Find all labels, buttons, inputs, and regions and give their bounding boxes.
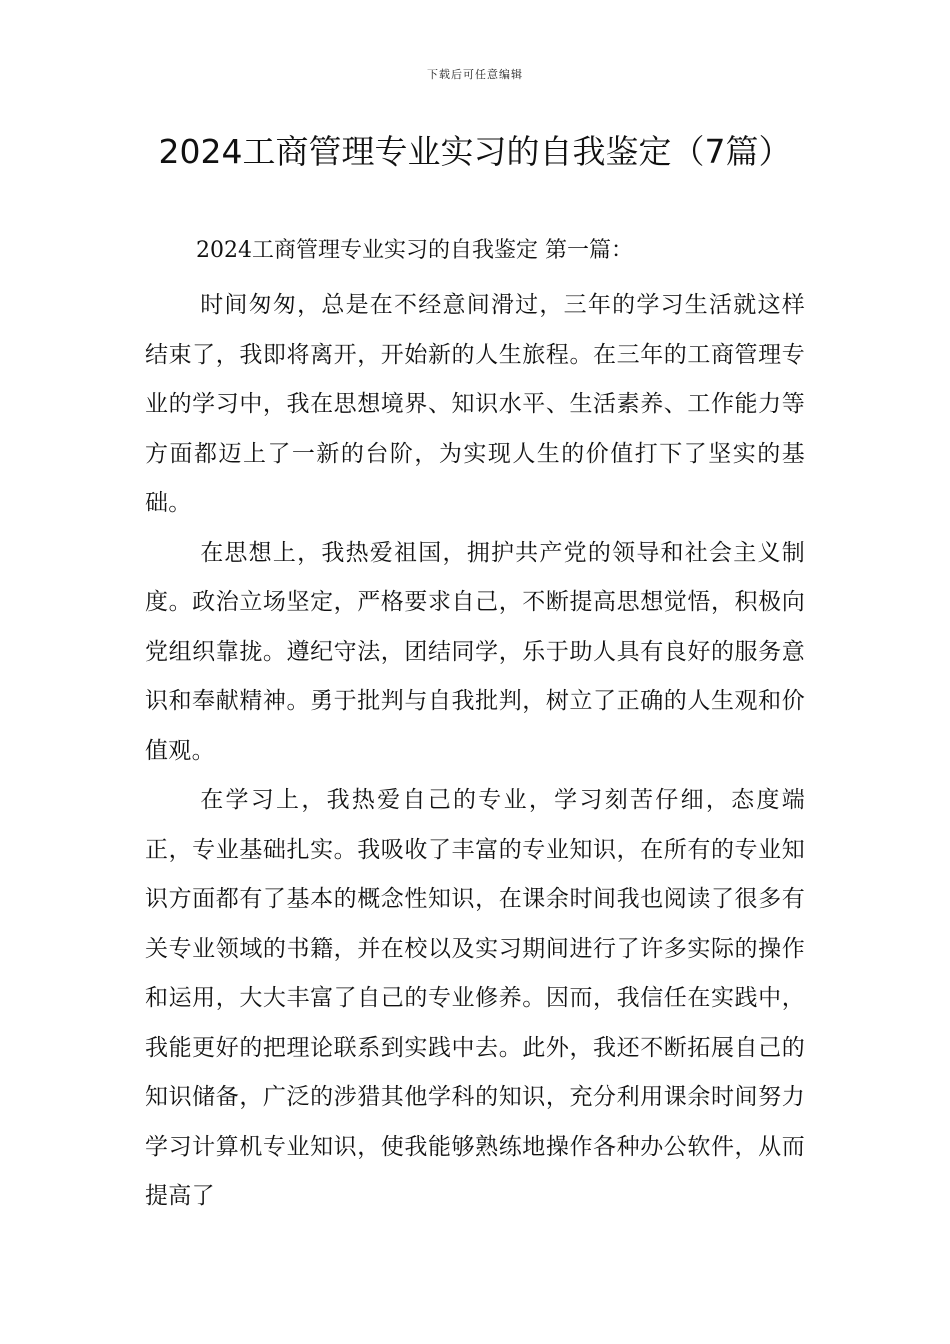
header-note: 下载后可任意编辑 (427, 68, 523, 81)
document-title: 2024工商管理专业实习的自我鉴定（7篇） (158, 132, 792, 171)
paragraph: 时间匆匆，总是在不经意间滑过，三年的学习生活就这样结束了，我即将离开，开始新的人生旅程。在三年的工商管理专业的学习中，我在思想境界、知识水平、生活素养、工作能力等方面都迈上了一新的台阶，为实现人生的价值打下了坚实的基础。 (145, 292, 805, 516)
section-heading: 2024工商管理专业实习的自我鉴定 第一篇： (196, 238, 633, 263)
paragraph: 在学习上，我热爱自己的专业，学习刻苦仔细，态度端正，专业基础扎实。我吸收了丰富的专业知识，在所有的专业知识方面都有了基本的概念性知识，在课余时间我也阅读了很多有关专业领域的书籍，并在校以及实习期间进行了许多实际的操作和运用，大大丰富了自己的专业修养。因而，我信任在实践中，我能更好的把理论联系到实践中去。此外，我还不断拓展自己的知识储备，广泛的涉猎其他学科的知识，充分利用课余时间努力学习计算机专业知识，使我能够熟练地操作各种办公软件，从而提高了 (145, 787, 805, 1209)
paragraph: 在思想上，我热爱祖国，拥护共产党的领导和社会主义制度。政治立场坚定，严格要求自己，不断提高思想觉悟，积极向党组织靠拢。遵纪守法，团结同学，乐于助人具有良好的服务意识和奉献精神。勇于批判与自我批判，树立了正确的人生观和价值观。 (145, 539, 805, 764)
body-text (145, 281, 805, 1222)
